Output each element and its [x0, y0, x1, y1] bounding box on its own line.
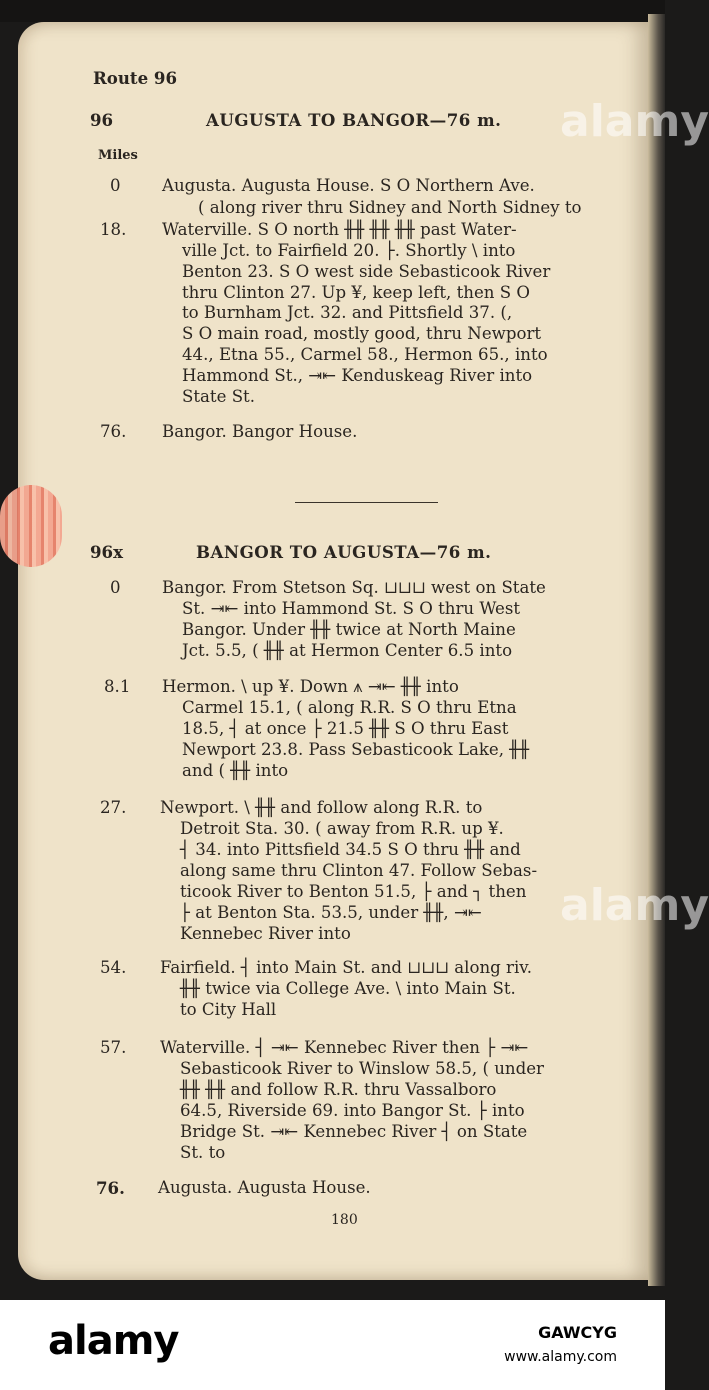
entry-line: State St.: [182, 387, 256, 406]
entry-line: Augusta. Augusta House. S O Northern Ave.: [162, 176, 535, 195]
entry-line: thru Clinton 27. Up ¥, keep left, then S O: [182, 283, 530, 302]
mile-marker: 76.: [96, 1178, 125, 1198]
route-number: 96: [90, 110, 114, 130]
route-header: Route 96: [93, 68, 178, 88]
entry-line: ├ at Benton Sta. 53.5, under ╫╫, ⇥⇤: [180, 903, 482, 922]
mile-marker: 18.: [100, 220, 127, 239]
entry-line: Newport 23.8. Pass Sebasticook Lake, ╫╫: [182, 740, 530, 759]
entry-line: Jct. 5.5, ( ╫╫ at Hermon Center 6.5 into: [182, 641, 513, 660]
mile-marker: 27.: [100, 798, 127, 817]
watermark-text: alamy: [560, 96, 709, 147]
entry-line: Augusta. Augusta House.: [158, 1178, 371, 1197]
watermark-text: alamy: [560, 880, 709, 931]
entry-line: S O main road, mostly good, thru Newport: [182, 324, 542, 343]
entry-line: Waterville. S O north ╫╫ ╫╫ ╫╫ past Water-: [162, 220, 517, 239]
entry-line: ( along river thru Sidney and North Sidney to: [198, 198, 582, 217]
entry-line: Hammond St., ⇥⇤ Kenduskeag River into: [182, 366, 533, 385]
mile-marker: 57.: [100, 1038, 127, 1057]
entry-line: to City Hall: [180, 1000, 277, 1019]
entry-line: ville Jct. to Fairfield 20. ├. Shortly \ into: [182, 241, 516, 260]
entry-line: 18.5, ┤ at once ├ 21.5 ╫╫ S O thru East: [182, 719, 509, 738]
entry-line: along same thru Clinton 47. Follow Sebas-: [180, 861, 538, 880]
page-number: 180: [331, 1212, 358, 1228]
scanner-bar: [0, 0, 665, 22]
entry-line: ╫╫ ╫╫ and follow R.R. thru Vassalboro: [180, 1080, 497, 1099]
entry-line: to Burnham Jct. 32. and Pittsfield 37. (,: [182, 303, 513, 322]
mile-marker: 0: [110, 578, 121, 597]
entry-line: St. ⇥⇤ into Hammond St. S O thru West: [182, 599, 521, 618]
miles-label: Miles: [98, 148, 138, 163]
site-url: www.alamy.com: [504, 1349, 617, 1365]
entry-line: Fairfield. ┤ into Main St. and ⊔⊔⊔ along riv.: [160, 958, 532, 977]
route-number: 96x: [90, 542, 123, 562]
mile-marker: 54.: [100, 958, 127, 977]
entry-line: 64.5, Riverside 69. into Bangor St. ├ into: [180, 1101, 525, 1120]
book-page: [18, 22, 648, 1280]
mile-marker: 76.: [100, 422, 127, 441]
thumb-index-tab: [0, 485, 62, 567]
entry-line: Hermon. \ up ¥. Down ⩚ ⇥⇤ ╫╫ into: [162, 677, 459, 696]
entry-line: Carmel 15.1, ( along R.R. S O thru Etna: [182, 698, 517, 717]
entry-line: ┤ 34. into Pittsfield 34.5 S O thru ╫╫ and: [180, 840, 521, 859]
entry-line: St. to: [180, 1143, 226, 1162]
mile-marker: 0: [110, 176, 121, 195]
route-title: BANGOR TO AUGUSTA—76 m.: [196, 542, 492, 562]
entry-line: and ( ╫╫ into: [182, 761, 289, 780]
route-title: AUGUSTA TO BANGOR—76 m.: [206, 110, 502, 130]
mile-marker: 8.1: [104, 677, 131, 696]
entry-line: Bangor. From Stetson Sq. ⊔⊔⊔ west on State: [162, 578, 546, 597]
book-spine: [648, 14, 665, 1286]
entry-line: Bangor. Under ╫╫ twice at North Maine: [182, 620, 516, 639]
entry-line: Bangor. Bangor House.: [162, 422, 358, 441]
entry-line: ╫╫ twice via College Ave. \ into Main St.: [180, 979, 516, 998]
entry-line: Bridge St. ⇥⇤ Kennebec River ┤ on State: [180, 1122, 528, 1141]
entry-line: Sebasticook River to Winslow 58.5, ( under: [180, 1059, 544, 1078]
entry-line: 44., Etna 55., Carmel 58., Hermon 65., into: [182, 345, 548, 364]
alamy-logo: alamy: [48, 1318, 179, 1364]
entry-line: ticook River to Benton 51.5, ├ and ┐ then: [180, 882, 527, 901]
entry-line: Detroit Sta. 30. ( away from R.R. up ¥.: [180, 819, 504, 838]
section-divider: [295, 502, 438, 503]
entry-line: Newport. \ ╫╫ and follow along R.R. to: [160, 798, 483, 817]
entry-line: Benton 23. S O west side Sebasticook River: [182, 262, 551, 281]
entry-line: Waterville. ┤ ⇥⇤ Kennebec River then ├ ⇥⇤: [160, 1038, 529, 1057]
entry-line: Kennebec River into: [180, 924, 351, 943]
image-id: GAWCYG: [538, 1323, 617, 1342]
